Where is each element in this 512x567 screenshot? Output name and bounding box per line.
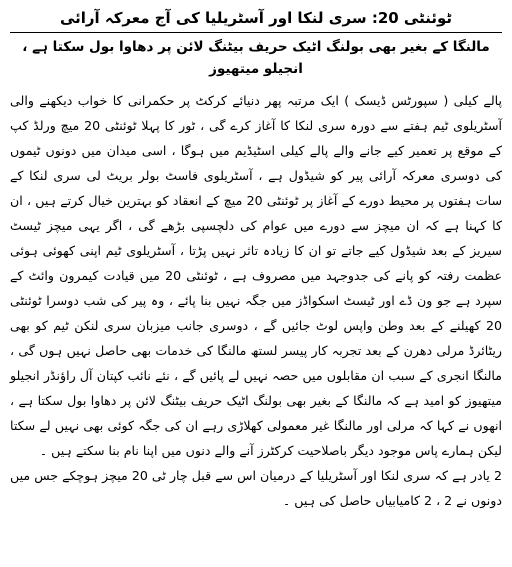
article-subheadline: مالنگا کے بغیر بھی بولنگ اٹیک حریف بیٹنگ لائن پر دھاوا بول سکتا ہے ، انجیلو میتھیوز <box>22 39 490 77</box>
headline-divider <box>10 32 502 33</box>
article-paragraph-2: 2 یادر ہے کہ سری لنکا اور آسٹریلیا کے درمیان اس سے قبل چار ٹی 20 میچز ہوچکے جس میں دونوں نے 2 ، 2 کامیابیاں حاصل کی ہیں ۔ <box>10 468 502 508</box>
article-headline: ٹوئنٹی 20: سری لنکا اور آسٹریلیا کی آج معرکہ آرائی <box>59 9 453 27</box>
article-paragraph-1: پالے کیلی ( سپورٹس ڈیسک ) ایک مرتبہ پھر دنیائے کرکٹ پر حکمرانی کا خواب دیکھنے والی آسٹریلوی ٹیم ہفتے سے دورہ سری لنکا کا آغاز کرے گی ، ٹور کا پہلا ٹوئنٹی 20 میچ ورلڈ کپ کے موقع پر تعمیر کیے جانے والے پالے کیلی اسٹیڈیم میں ہوگا ، اسی میدان میں دونوں ٹیموں کی دوسری معرکہ آرائی پیر کو شیڈول ہے ، آسٹریلوی فاسٹ بولر بریٹ لی سری لنکا کے سات ہفتوں پر محیط دورے کے آغاز پر ٹوئنٹی 20 میچ کے انعقاد کو بہترین خیال کرتے ہیں ، ان کا کہنا ہے کہ ان میچز سے دورے میں عوام کی دلچسپی بڑھے گی ، اگر یہی میچز ٹیسٹ سیریز کے بعد شیڈول کیے جاتے تو ان کا زیادہ تاثر نہیں پڑتا ، آسٹریلوی ٹیم اپنی کھوئی ہوئی عظمت رفتہ کو پانے کی جدوجہد میں مصروف ہے ، ٹوئنٹی 20 میں قیادت کیمرون وائٹ کے سپرد ہے جو ون ڈے اور ٹیسٹ اسکواڈز میں جگہ نہیں بنا پائے ، وہ پیر کی شب دوسرا ٹوئنٹی 20 کھیلنے کے بعد وطن واپس لوٹ جائیں گے ، دوسری جانب میزبان سری لنکن ٹیم کو بھی ریٹائرڈ مرلی دھرن کے بعد تجربہ کار پیسر لستھ مالنگا کی خدمات بھی حاصل نہیں ہوں گی ، مالنگا انجری کے سبب ان مقابلوں میں حصہ نہیں لے پائیں گے ، نئے نائب کپتان آل راؤنڈر انجیلو میتھیوز کو امید ہے کہ مالنگا کے بغیر بھی بولنگ اٹیک حریف بیٹنگ لائن پر دھاوا بول سکتا ہے ، انھوں نے کہا کہ مرلی اور مالنگا غیر معمولی کھلاڑی رہے ان کی جگہ کوئی بھی نہیں لے سکتا لیکن ہمارے پاس موجود دیگر باصلاحیت کرکٹرز آنے والے دنوں میں اپنا نام بنا سکتے ہیں ۔ <box>10 93 503 458</box>
